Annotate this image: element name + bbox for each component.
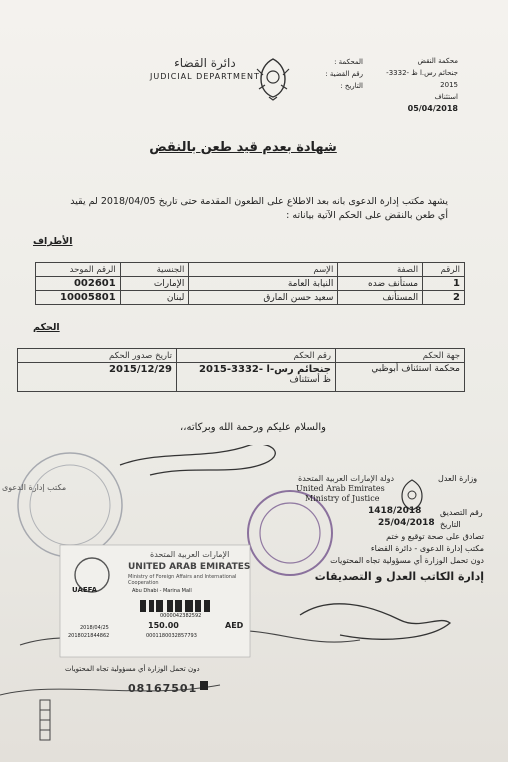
cell: [177, 363, 336, 392]
judgment-heading: الحكم: [33, 322, 60, 333]
case-extra: استئناف: [434, 93, 458, 101]
cell: النيابة العامة: [189, 277, 338, 291]
moj-en-text: Ministry of Justice: [305, 494, 380, 503]
signature-2: [300, 604, 450, 639]
case-label: رقم القضية :: [325, 70, 363, 78]
cell: الإمارات: [120, 277, 189, 291]
col-capacity: الصفة: [338, 263, 423, 277]
cert-line-2: مكتب إدارة الدعوى - دائرة القضاء: [370, 544, 484, 553]
mofa-sub-text: Ministry of Foreign Affairs and International Cooperation: [128, 574, 237, 586]
serial-number: 08167501: [128, 682, 198, 695]
department-name-ar: دائرة القضاء: [174, 56, 236, 70]
cert-no: 1418/2018: [368, 506, 422, 516]
cell: لبنان: [120, 291, 189, 305]
cert-date: 25/04/2018: [378, 518, 435, 528]
parties-heading: الأطراف: [33, 236, 73, 247]
mofa-ar-text: الإمارات العربية المتحدة: [150, 550, 230, 559]
cell: محكمة استئناف أبوظبي: [336, 363, 465, 392]
barcode-icon: [140, 600, 210, 612]
bottom-disclaimer: دون تحمل الوزارة أي مسؤولية تجاه المحتويات: [65, 665, 200, 673]
date-value: 05/04/2018: [407, 104, 458, 113]
stamps-artwork: [0, 445, 508, 762]
table-row: [36, 291, 465, 305]
col-judgment-no: رقم الحكم: [177, 349, 336, 363]
barcode-number: 0000042382592: [160, 613, 202, 619]
col-judgment-date: تاريخ صدور الحكم: [18, 349, 177, 363]
col-number: الرقم: [423, 263, 465, 277]
uae-en-text: United Arab Emirates: [296, 484, 385, 493]
cell: مستأنف ضده: [338, 277, 423, 291]
uae-emblem-icon: [255, 55, 291, 101]
dept-stamp-text: إدارة الكاتب العدل و التصديقات: [314, 570, 484, 583]
judgment-number: جنحائم رس-ا -3332-2015: [199, 364, 331, 375]
court-label: المحكمة :: [334, 58, 363, 66]
cell: 10005801: [36, 291, 121, 305]
case-value: جنحائم رس.ا ظ -3332-2015: [386, 69, 458, 89]
header-values: [378, 55, 458, 115]
closing-line: والسلام عليكم ورحمة الله وبركاته،،: [180, 422, 326, 433]
cert-no-label: رقم التصديق: [440, 508, 483, 517]
col-name: الإسم: [189, 263, 338, 277]
cell: 2: [423, 291, 465, 305]
office-stamp-text: مكتب إدارة الدعوى: [2, 483, 67, 492]
table-row: [18, 363, 465, 392]
date-label: التاريخ :: [340, 82, 363, 90]
col-judgment-court: جهة الحكم: [336, 349, 465, 363]
location-text: Abu Dhabi - Marina Mall: [132, 588, 192, 594]
judgment-number-extra: ظ أستئناف: [289, 375, 331, 385]
currency-text: AED: [225, 621, 244, 630]
uaefa-text: UAEFA: [72, 586, 98, 594]
col-nationality: الجنسية: [120, 263, 189, 277]
amount-text: 150.00: [148, 621, 179, 630]
sticker-ref-1: 0001180032857793: [146, 633, 197, 639]
table-row: [36, 277, 465, 291]
body-line-1: يشهد مكتب إدارة الدعوى بانه بعد الاطلاع على الطعون المقدمة حتى تاريخ 2018/04/05 لم يقيد: [70, 196, 448, 207]
judgment-table: [17, 348, 465, 392]
moj-ar-text: وزارة العدل: [438, 474, 478, 483]
mofa-en-text: UNITED ARAB EMIRATES: [128, 562, 251, 572]
page-title: شهادة بعدم قيد طعن بالنقض: [149, 140, 337, 155]
court-value: محكمة النقض: [417, 57, 458, 65]
header-labels: [303, 56, 363, 92]
judgment-header-row: [18, 349, 465, 363]
cert-date-label: التاريخ: [440, 520, 461, 529]
sticker-ref-2: 2018021844862: [68, 633, 110, 639]
parties-table: [35, 262, 465, 305]
cell: 1: [423, 277, 465, 291]
cell: سعيد حسن المارق: [189, 291, 338, 305]
cell: 002601: [36, 277, 121, 291]
cell: 2015/12/29: [18, 363, 177, 392]
cert-line-1: تصادق على صحة توقيع و ختم: [386, 532, 484, 541]
cell: المستأنف: [338, 291, 423, 305]
serial-box-icon: [200, 681, 208, 690]
sticker-date: 2018/04/25: [80, 625, 109, 631]
tower-icon: [40, 700, 50, 740]
body-line-2: أي طعن بالنقض على الحكم الآتية بياناته :: [286, 210, 448, 221]
department-heading: [150, 56, 260, 81]
office-round-stamp: [18, 453, 122, 557]
cert-line-3: دون تحمل الوزارة أي مسؤولية تجاه المحتويات: [330, 556, 484, 565]
department-name-en: JUDICIAL DEPARTMENT: [150, 72, 260, 81]
signature-1: [120, 445, 275, 475]
col-unified-no: الرقم الموحد: [36, 263, 121, 277]
parties-header-row: [36, 263, 465, 277]
uae-ar-text: دولة الإمارات العربية المتحدة: [298, 474, 395, 483]
